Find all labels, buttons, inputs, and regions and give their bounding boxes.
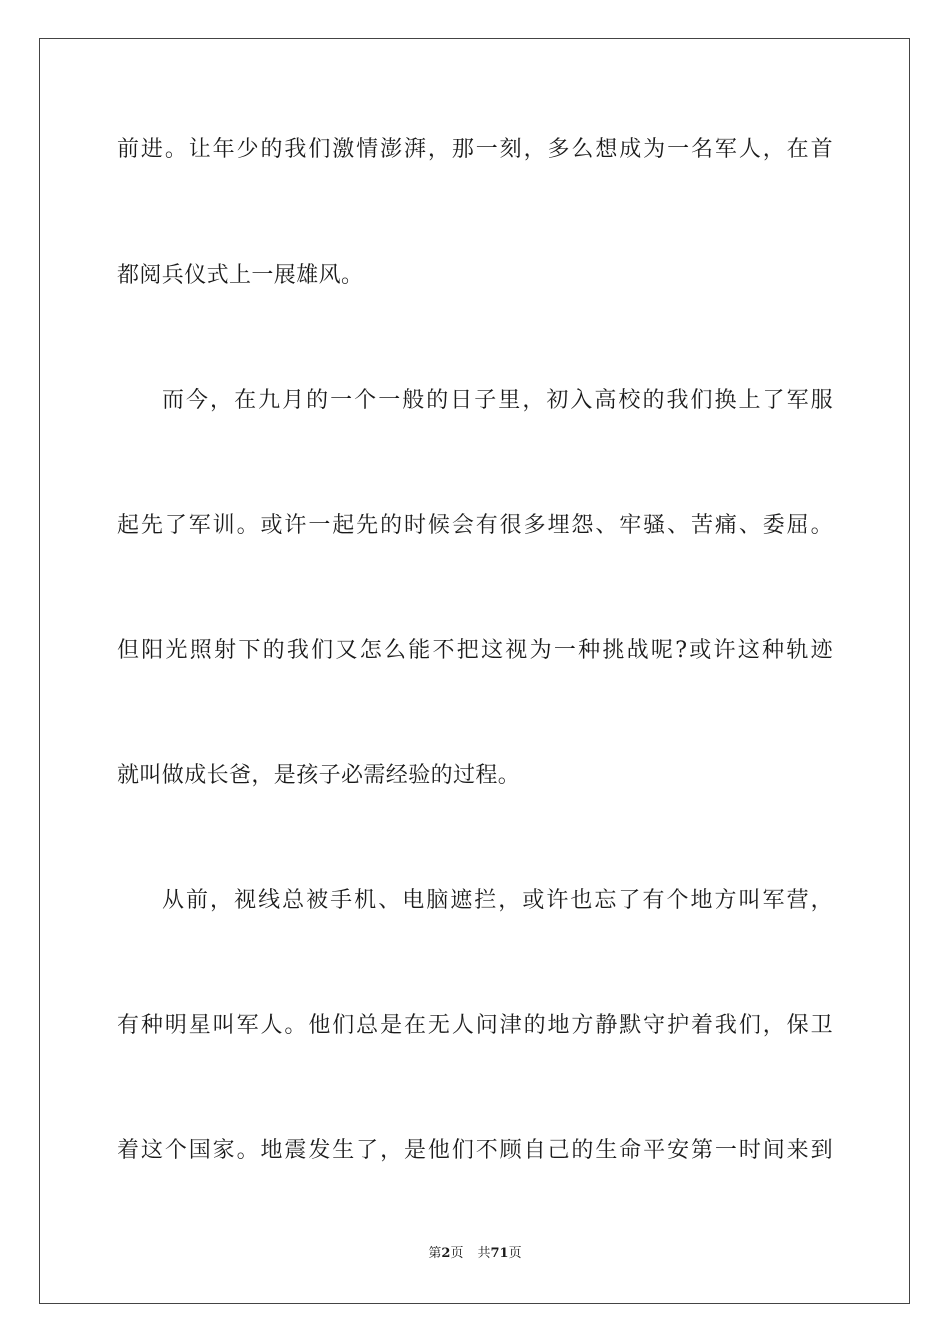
footer-page-number: 2 [441, 1246, 451, 1261]
page-footer [0, 1246, 950, 1262]
footer-total-number: 71 [490, 1246, 509, 1261]
footer-page-suffix: 页 [450, 1246, 464, 1261]
footer-page-prefix: 第 [428, 1246, 442, 1261]
body-line-4: 起先了军训。或许一起先的时候会有很多埋怨、牢骚、苦痛、委屈。 [117, 513, 833, 538]
footer-total-suffix: 页 [508, 1246, 522, 1261]
body-line-8: 有种明星叫军人。他们总是在无人问津的地方静默守护着我们，保卫 [117, 1013, 833, 1038]
body-line-7: 从前，视线总被手机、电脑遮拦，或许也忘了有个地方叫军营， [162, 888, 833, 913]
body-line-1: 前进。让年少的我们激情澎湃，那一刻，多么想成为一名军人，在首 [117, 137, 833, 162]
body-line-3: 而今，在九月的一个一般的日子里，初入高校的我们换上了军服 [162, 388, 833, 413]
page-frame [39, 38, 910, 1304]
footer-total-prefix: 共 [477, 1246, 491, 1261]
body-line-5: 但阳光照射下的我们又怎么能不把这视为一种挑战呢?或许这种轨迹 [117, 638, 834, 663]
body-line-6: 就叫做成长爸，是孩子必需经验的过程。 [117, 763, 521, 788]
body-line-9: 着这个国家。地震发生了，是他们不顾自己的生命平安第一时间来到 [117, 1138, 833, 1163]
body-line-2: 都阅兵仪式上一展雄风。 [117, 263, 364, 288]
